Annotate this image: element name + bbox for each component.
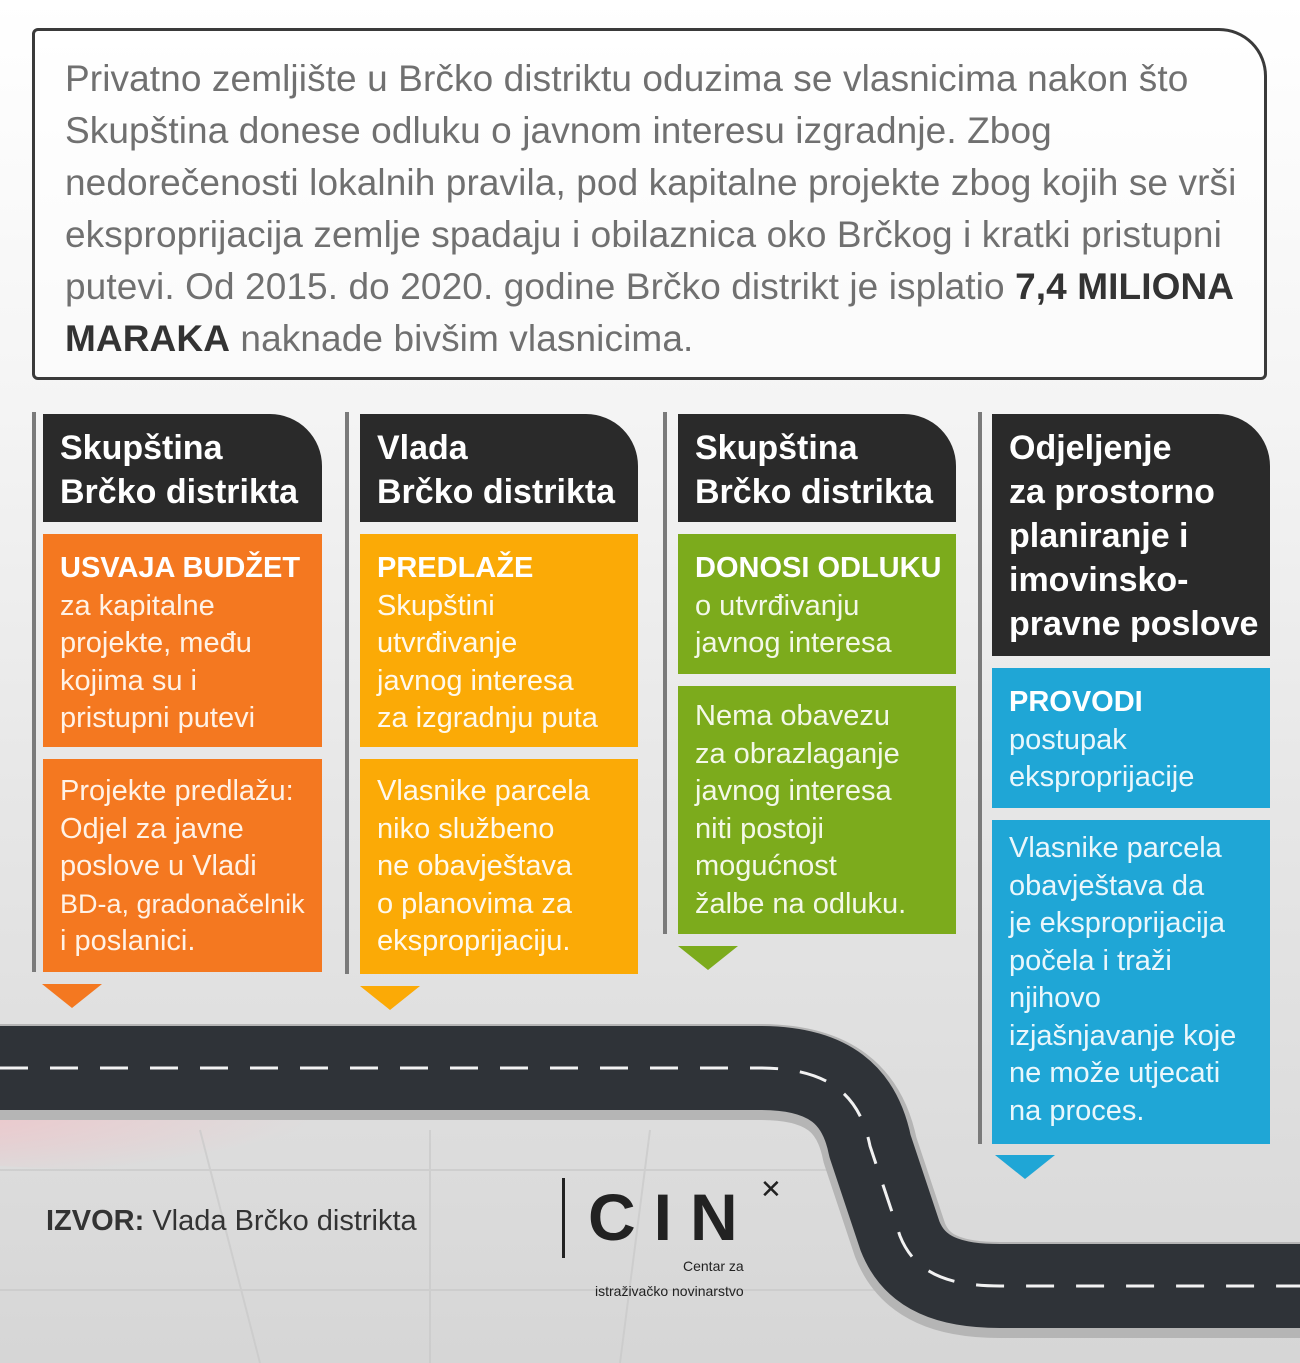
step-4-action-box (992, 668, 1270, 808)
logo-subtitle: istraživačko novinarstvo (595, 1283, 744, 1299)
step-1-note-box (43, 759, 322, 972)
step-4-note-line: počela i traži (1009, 944, 1172, 977)
step-3-note-line: mogućnost (695, 850, 837, 882)
step-1-note-line: Projekte predlažu: (60, 775, 294, 807)
step-4-connector-line (978, 412, 982, 1144)
step-2-heading-line: Brčko distrikta (377, 473, 616, 511)
step-4-action-line: eksproprijacije (1009, 761, 1195, 793)
step-2-note-line: Vlasnike parcela (377, 775, 590, 807)
intro-text-box (32, 28, 1267, 380)
intro-highlight-amount: 7,4 MILIONA MARAKA (65, 266, 1233, 359)
step-2-action-box (360, 534, 638, 747)
step-4-note-line: izjašnjavanje koje (1009, 1019, 1237, 1052)
step-1-connector-line (32, 412, 36, 972)
step-1-pointer-arrow (42, 984, 102, 1008)
step-4-note-line: obavještava da (1009, 869, 1205, 902)
step-3-note-line: niti postoji (695, 812, 824, 845)
step-1-action-keyword: USVAJA BUDŽET (60, 552, 301, 584)
step-3-heading-line: Brčko distrikta (695, 473, 934, 511)
logo-bar (562, 1178, 565, 1258)
step-3-note-line: Nema obavezu (695, 700, 891, 732)
source-value: Vlada Brčko distrikta (152, 1205, 417, 1237)
step-1-note-line: poslove u Vladi (60, 850, 257, 882)
step-4-note-line: ne može utjecati (1009, 1057, 1221, 1089)
step-3-connector-line (663, 412, 667, 934)
step-2-action-line: za izgradnju puta (377, 702, 598, 734)
step-4-action-line: postupak (1009, 723, 1127, 756)
source-label: IZVOR: (46, 1205, 145, 1237)
step-3-action-keyword: DONOSI ODLUKU (695, 552, 942, 584)
step-1-heading-line: Skupština (60, 429, 223, 467)
step-1-action-line: pristupni putevi (60, 702, 256, 734)
step-3-note-line: javnog interesa (695, 775, 892, 807)
logo-name: CIN (588, 1180, 756, 1254)
source-credit (46, 1205, 417, 1238)
step-4-heading-line: planiranje i (1009, 517, 1189, 555)
step-2-action-line: Skupštini (377, 589, 495, 622)
step-4-pointer-arrow (995, 1155, 1055, 1179)
step-3-action-box (678, 534, 956, 674)
cin-logo (562, 1176, 802, 1306)
step-2-heading-line: Vlada (377, 429, 468, 467)
intro-text: Privatno zemljište u Brčko distriktu oduzima se vlasnicima nakon što Skupština donese odluku o javnom interesu izgradnje. Zbog nedorečenosti lokalnih pravila, pod kapitalne projekte zbog kojih se vrši eksproprijacija zemlje spadaju i obilaznica oko Brčkog i kratki pristupni putevi. Od 2015. do 2020. godine Brčko distrikt je isplatio (65, 58, 1237, 307)
step-4-note-line: na proces. (1009, 1094, 1145, 1127)
step-1-note-line: BD-a, gradonačelnik (60, 888, 305, 919)
step-4-note-box (992, 820, 1270, 1144)
step-2-note-line: ne obavještava (377, 850, 573, 882)
step-1-action-line: kojima su i (60, 664, 197, 697)
logo-subtitle: Centar za (683, 1258, 744, 1274)
step-3-note-box (678, 686, 956, 934)
step-2-pointer-arrow (360, 986, 420, 1010)
step-2-action-keyword: PREDLAŽE (377, 552, 534, 584)
step-1-heading-line: Brčko distrikta (60, 473, 299, 511)
step-2-action-line: javnog interesa (377, 664, 574, 697)
step-4-action-keyword: PROVODI (1009, 686, 1143, 718)
step-2-heading (360, 414, 638, 522)
logo-x-mark-icon: ✕ (760, 1174, 782, 1204)
step-1-heading (43, 414, 322, 522)
step-3-action-line: o utvrđivanju (695, 589, 860, 622)
step-2-connector-line (345, 412, 349, 974)
step-3-note-line: žalbe na odluku. (695, 887, 907, 920)
step-4-heading-line: imovinsko- (1009, 561, 1189, 599)
step-3-heading-line: Skupština (695, 429, 858, 467)
intro-text-end: naknade bivšim vlasnicima. (240, 318, 694, 359)
step-1-action-line: projekte, među (60, 627, 252, 659)
step-1-action-line: za kapitalne (60, 589, 215, 622)
step-4-heading-line: pravne poslove (1009, 605, 1259, 643)
step-4-note-line: njihovo (1009, 982, 1101, 1014)
step-1-note-line: Odjel za javne (60, 812, 244, 845)
step-2-note-line: o planovima za (377, 887, 573, 920)
step-3-note-line: za obrazlaganje (695, 737, 900, 770)
step-4-heading-line: za prostorno (1009, 473, 1215, 511)
step-2-note-line: niko službeno (377, 812, 555, 845)
step-4-note-line: Vlasnike parcela (1009, 832, 1222, 864)
step-3-heading (678, 414, 956, 522)
step-2-action-line: utvrđivanje (377, 627, 518, 659)
step-3-pointer-arrow (678, 946, 738, 970)
step-2-note-box (360, 759, 638, 974)
step-4-note-line: je eksproprijacija (1009, 907, 1225, 939)
step-4-heading (992, 414, 1270, 656)
step-2-note-line: eksproprijaciju. (377, 925, 571, 957)
step-1-action-box (43, 534, 322, 747)
step-4-heading-line: Odjeljenje (1009, 429, 1172, 467)
step-1-note-line: i poslanici. (60, 925, 196, 957)
step-3-action-line: javnog interesa (695, 627, 892, 659)
